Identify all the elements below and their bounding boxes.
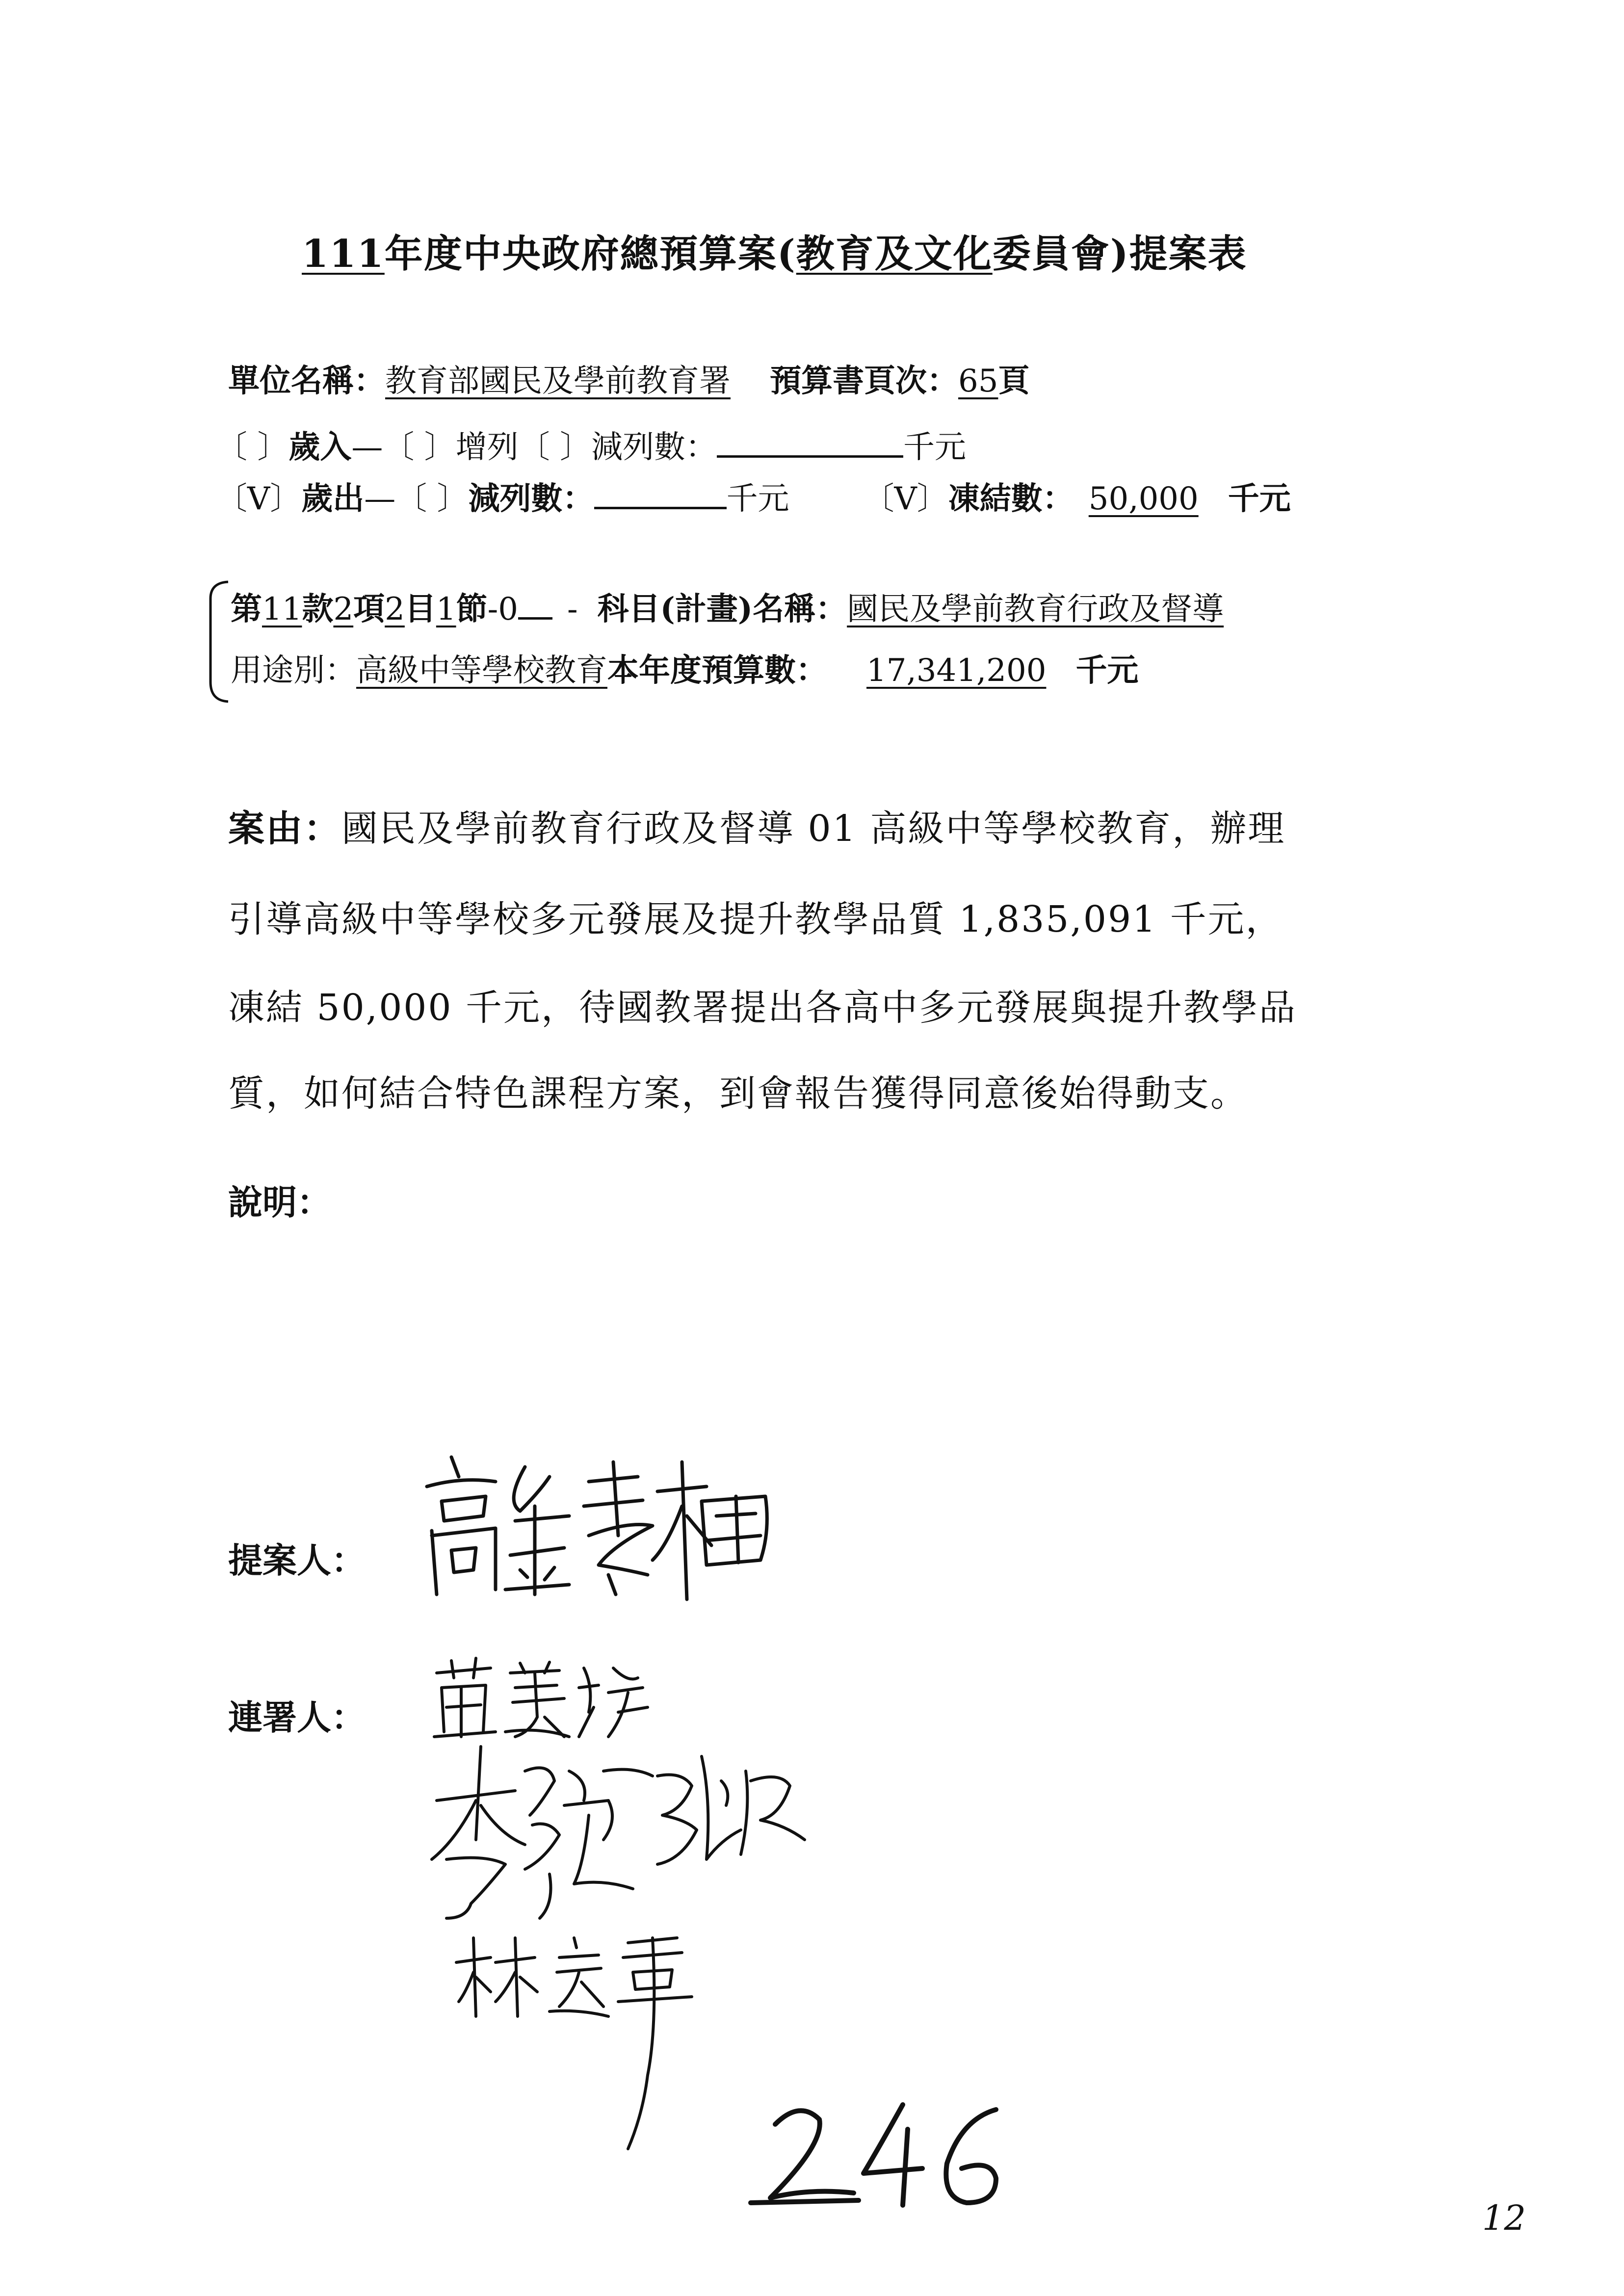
- usage-line: [231, 645, 1138, 690]
- revenue-checkbox: 〔 〕: [216, 429, 289, 466]
- expense-reduce-checkbox: 〔 〕: [395, 481, 469, 517]
- proposal-line-4: 質，如何結合特色課程方案，到會報告獲得同意後始得動支。: [228, 1072, 1248, 1115]
- item-kuan-label: 款: [302, 591, 334, 627]
- item-mu: 2: [385, 591, 405, 627]
- revenue-reduce-label: 減列數：: [591, 429, 717, 466]
- revenue-label: 歲入: [288, 429, 352, 466]
- item-xiang: 2: [333, 591, 354, 627]
- expense-dash: —: [364, 481, 396, 517]
- budget-unit: 千元: [1075, 652, 1139, 689]
- proposal-line-1: [228, 800, 1285, 852]
- usage-label: 用途別：: [231, 652, 356, 689]
- handwritten-number: [741, 2090, 1016, 2218]
- item-xiang-label: 項: [353, 591, 385, 627]
- unit-value: 教育部國民及學前教育署: [385, 363, 731, 399]
- unit-label: 單位名稱：: [228, 363, 385, 399]
- revenue-unit: 千元: [903, 429, 967, 466]
- item-jie: 1: [436, 591, 456, 627]
- explanation-label: 說明：: [228, 1182, 331, 1223]
- item-sub-blank: [518, 592, 552, 620]
- cosigners-label: 連署人：: [228, 1697, 366, 1738]
- cosigner-signature-3: [451, 1928, 746, 2154]
- item-tail: -: [567, 591, 578, 627]
- page-label: 預算書頁次：: [770, 363, 958, 399]
- proposal-text-1: 國民及學前教育行政及督導 01 高級中等學校教育，辦理: [341, 808, 1286, 850]
- revenue-line: [216, 422, 966, 467]
- page-number: 12: [1482, 2198, 1526, 2238]
- page-suffix: 頁: [998, 363, 1030, 399]
- item-bracket: [204, 579, 233, 706]
- title-post: 委員會)提案表: [992, 232, 1247, 276]
- freeze-unit: 千元: [1228, 480, 1291, 517]
- item-mu-label: 目: [404, 591, 436, 627]
- expense-reduce-label: 減列數：: [468, 480, 594, 517]
- expense-unit: 千元: [726, 481, 789, 517]
- cosigner-signature-1: [432, 1658, 677, 1742]
- revenue-reduce-blank: [717, 430, 903, 458]
- revenue-add-label: 增列: [455, 429, 519, 466]
- item-di: 第: [231, 591, 262, 627]
- cosigner-signature-2: [427, 1742, 810, 1928]
- item-kuan: 11: [262, 591, 302, 627]
- expense-line: [216, 473, 1291, 519]
- unit-line: [228, 356, 1029, 401]
- budget-value: 17,341,200: [866, 652, 1047, 689]
- expense-reduce-blank: [594, 481, 727, 509]
- freeze-label: 凍結數：: [948, 480, 1074, 517]
- usage-value: 高級中等學校教育: [356, 652, 607, 689]
- proposal-label: 案由：: [228, 808, 341, 850]
- item-sub: -0: [487, 591, 518, 627]
- title-pre: 年度中央政府總預算案(: [384, 232, 796, 276]
- expense-label: 歲出: [301, 480, 365, 517]
- expense-checkbox: 〔V〕: [216, 481, 302, 517]
- form-title: [302, 223, 1247, 278]
- proposer-signature: [422, 1447, 775, 1609]
- freeze-value: 50,000: [1088, 481, 1199, 517]
- title-committee: 教育及文化: [796, 232, 993, 276]
- title-year: 111: [302, 232, 385, 276]
- proposer-label: 提案人：: [228, 1540, 366, 1581]
- subject-label: 科目(計畫)名稱：: [597, 591, 847, 627]
- budget-label: 本年度預算數：: [607, 652, 827, 689]
- proposal-line-3: 凍結 50,000 千元，待國教署提出各高中多元發展與提升教學品: [228, 987, 1297, 1029]
- proposal-line-2: 引導高級中等學校多元發展及提升教學品質 1,835,091 千元，: [228, 898, 1283, 940]
- revenue-dash: —: [351, 429, 383, 466]
- item-jie-label: 節: [456, 591, 488, 627]
- freeze-checkbox: 〔V〕: [863, 481, 948, 517]
- page-value: 65: [958, 363, 998, 399]
- revenue-add-checkbox: 〔 〕: [383, 429, 456, 466]
- revenue-reduce-checkbox: 〔 〕: [518, 429, 592, 466]
- item-line: [231, 584, 1224, 629]
- subject-value: 國民及學前教育行政及督導: [847, 591, 1224, 627]
